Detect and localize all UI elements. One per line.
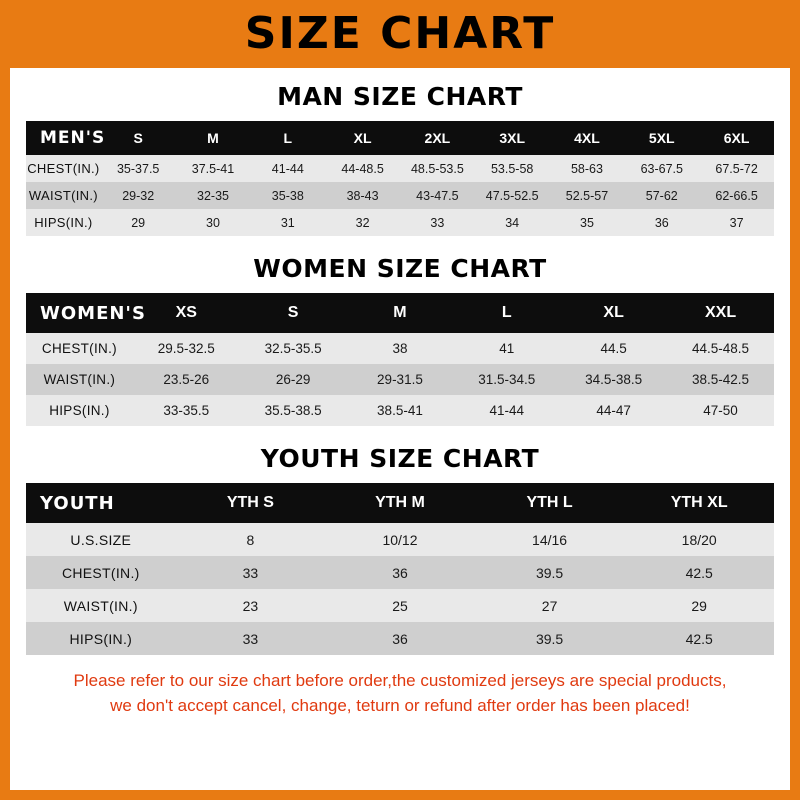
table-row xyxy=(26,209,774,236)
table-cell: 34 xyxy=(505,215,520,230)
table-cell: 38 xyxy=(392,341,408,356)
table-cell: 42.5 xyxy=(685,564,713,581)
page-banner xyxy=(0,0,800,68)
table-cell: 33-35.5 xyxy=(163,403,210,418)
table-row xyxy=(26,622,774,655)
women-size-table xyxy=(26,293,774,426)
table-cell: 29-32 xyxy=(122,188,155,203)
table-cell: 35-38 xyxy=(271,188,304,203)
table-row xyxy=(26,556,774,589)
row-label: HIPS(IN.) xyxy=(49,403,110,418)
man-header-cell: 4XL xyxy=(574,130,600,146)
table-cell: 44.5 xyxy=(600,341,627,356)
table-cell: 43-47.5 xyxy=(416,188,459,203)
youth-header-cell: YTH S xyxy=(226,494,274,511)
youth-header-cell: YTH XL xyxy=(670,494,728,511)
table-header-row xyxy=(26,483,774,523)
table-cell: 14/16 xyxy=(532,531,568,548)
women-header-cell: XXL xyxy=(704,304,737,321)
table-cell: 41 xyxy=(499,341,515,356)
table-cell: 36 xyxy=(392,564,408,581)
table-cell: 10/12 xyxy=(382,531,418,548)
table-cell: 38-43 xyxy=(346,188,379,203)
table-cell: 48.5-53.5 xyxy=(410,161,464,176)
man-section-title: MAN SIZE CHART xyxy=(277,82,523,111)
row-label: CHEST(IN.) xyxy=(27,161,100,176)
women-header-cell: XS xyxy=(175,304,197,321)
women-header-cell: L xyxy=(501,304,512,321)
table-row xyxy=(26,589,774,622)
table-cell: 41-44 xyxy=(489,403,525,418)
table-cell: 39.5 xyxy=(535,630,564,647)
notice-line-2: we don't accept cancel, change, teturn or refund after order has been placed! xyxy=(110,695,690,715)
man-header-cell: M xyxy=(207,130,219,146)
table-cell: 47-50 xyxy=(703,403,738,418)
women-header-cell: M xyxy=(393,304,407,321)
table-cell: 42.5 xyxy=(685,630,713,647)
table-cell: 44-47 xyxy=(596,403,631,418)
table-cell: 37 xyxy=(729,215,744,230)
row-label: HIPS(IN.) xyxy=(69,630,133,647)
table-cell: 58-63 xyxy=(570,161,603,176)
table-header-row xyxy=(26,121,774,155)
table-cell: 27 xyxy=(541,597,558,614)
women-header-cell: S xyxy=(287,304,299,321)
man-header-cell: 2XL xyxy=(424,130,451,146)
table-row xyxy=(26,182,774,209)
youth-section-title: YOUTH SIZE CHART xyxy=(260,444,540,473)
table-cell: 38.5-42.5 xyxy=(692,372,750,387)
table-cell: 35 xyxy=(580,215,594,230)
table-cell: 29-31.5 xyxy=(377,372,423,387)
man-size-table xyxy=(26,121,774,236)
table-cell: 32.5-35.5 xyxy=(264,341,322,356)
table-cell: 67.5-72 xyxy=(715,161,758,176)
table-cell: 33 xyxy=(430,215,445,230)
youth-table-header xyxy=(26,483,774,523)
row-label: HIPS(IN.) xyxy=(34,215,93,230)
man-header-cell: XL xyxy=(353,130,372,146)
table-cell: 33 xyxy=(242,630,259,647)
youth-header-cell: YTH M xyxy=(375,494,425,511)
table-cell: 29.5-32.5 xyxy=(157,341,215,356)
page-title: SIZE CHART xyxy=(244,8,556,59)
table-cell: 35.5-38.5 xyxy=(264,403,322,418)
table-cell: 52.5-57 xyxy=(565,188,609,203)
table-cell: 37.5-41 xyxy=(191,161,235,176)
youth-header-cell: YTH L xyxy=(526,494,573,511)
table-row xyxy=(26,155,774,182)
table-row xyxy=(26,333,774,364)
table-cell: 36 xyxy=(392,630,408,647)
table-cell: 53.5-58 xyxy=(490,161,534,176)
order-notice xyxy=(26,669,774,718)
table-cell: 47.5-52.5 xyxy=(485,188,539,203)
table-row xyxy=(26,395,774,426)
table-cell: 63-67.5 xyxy=(640,161,683,176)
row-label: U.S.SIZE xyxy=(70,531,132,548)
table-cell: 8 xyxy=(246,531,255,548)
table-cell: 23.5-26 xyxy=(163,372,210,387)
table-cell: 25 xyxy=(392,597,408,614)
table-cell: 33 xyxy=(242,564,259,581)
women-header-cell: XL xyxy=(603,304,624,321)
table-header-row xyxy=(26,293,774,333)
table-cell: 36 xyxy=(654,215,669,230)
man-header-cell: 5XL xyxy=(648,130,675,146)
table-row xyxy=(26,364,774,395)
row-label: CHEST(IN.) xyxy=(61,564,140,581)
women-table-header xyxy=(26,293,774,333)
row-label: WAIST(IN.) xyxy=(63,597,138,614)
man-table-body xyxy=(26,155,774,236)
table-cell: 34.5-38.5 xyxy=(585,372,643,387)
man-header-cell: L xyxy=(283,130,293,146)
table-cell: 44-48.5 xyxy=(341,161,384,176)
table-cell: 31 xyxy=(280,215,295,230)
women-header-label: WOMEN'S xyxy=(40,302,146,324)
table-cell: 26-29 xyxy=(275,372,311,387)
table-cell: 57-62 xyxy=(645,188,678,203)
man-header-label: MEN'S xyxy=(40,128,106,148)
table-cell: 39.5 xyxy=(535,564,564,581)
table-cell: 32-35 xyxy=(197,188,229,203)
row-label: CHEST(IN.) xyxy=(41,341,117,356)
row-label: WAIST(IN.) xyxy=(28,188,98,203)
man-header-cell: S xyxy=(133,130,143,146)
table-cell: 44.5-48.5 xyxy=(692,341,750,356)
table-cell: 29 xyxy=(691,597,707,614)
table-cell: 30 xyxy=(206,215,220,230)
table-cell: 32 xyxy=(355,215,370,230)
table-cell: 31.5-34.5 xyxy=(478,372,536,387)
man-header-cell: 6XL xyxy=(723,130,750,146)
man-header-cell: 3XL xyxy=(499,130,526,146)
table-cell: 18/20 xyxy=(681,531,717,548)
women-table-body xyxy=(26,333,774,426)
table-cell: 23 xyxy=(242,597,259,614)
youth-header-label: YOUTH xyxy=(40,492,115,514)
table-cell: 38.5-41 xyxy=(377,403,423,418)
youth-table-body xyxy=(26,523,774,655)
table-cell: 35-37.5 xyxy=(116,161,160,176)
women-section-title: WOMEN SIZE CHART xyxy=(253,254,547,283)
youth-size-table xyxy=(26,483,774,655)
notice-line-1: Please refer to our size chart before order,the customized jerseys are special products, xyxy=(73,671,727,690)
table-cell: 29 xyxy=(131,215,146,230)
man-table-header xyxy=(26,121,774,155)
chart-content xyxy=(10,82,790,718)
row-label: WAIST(IN.) xyxy=(43,372,116,387)
table-cell: 62-66.5 xyxy=(715,188,758,203)
table-cell: 41-44 xyxy=(271,161,304,176)
table-row xyxy=(26,523,774,556)
